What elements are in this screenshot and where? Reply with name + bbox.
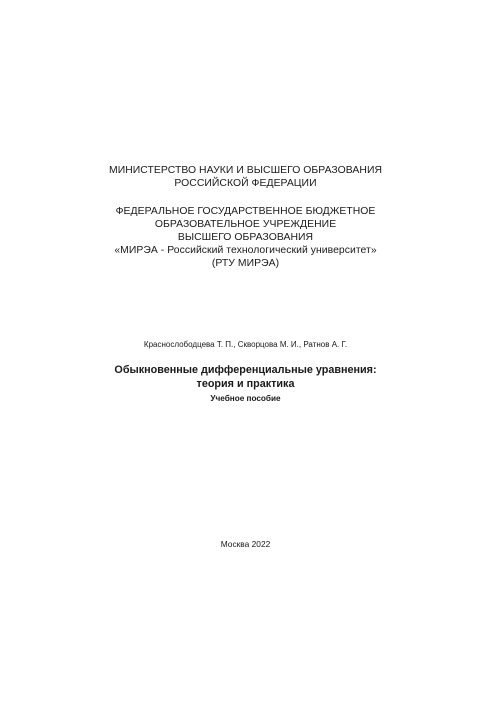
book-title-line-2: теория и практика	[196, 378, 295, 390]
institution-line-5: (РТУ МИРЭА)	[211, 258, 280, 269]
book-subtitle: Учебное пособие	[210, 394, 281, 403]
institution-line-4: «МИРЭА - Российский технологический университет»	[114, 245, 377, 256]
institution-line-3: ВЫСШЕГО ОБРАЗОВАНИЯ	[177, 232, 314, 243]
ministry-line-2: РОССИЙСКОЙ ФЕДЕРАЦИИ	[174, 178, 317, 189]
authors: Краснослободцева Т. П., Скворцова М. И., Ратнов А. Г.	[143, 340, 348, 349]
institution-line-1: ФЕДЕРАЛЬНОЕ ГОСУДАРСТВЕННОЕ БЮДЖЕТНОЕ	[115, 206, 376, 217]
institution-line-2: ОБРАЗОВАТЕЛЬНОЕ УЧРЕЖДЕНИЕ	[154, 219, 337, 230]
ministry-line-1: МИНИСТЕРСТВО НАУКИ И ВЫСШЕГО ОБРАЗОВАНИЯ	[108, 165, 383, 176]
city-year: Москва 2022	[220, 539, 271, 549]
book-title-line-1: Обыкновенные дифференциальные уравнения:	[114, 364, 377, 376]
